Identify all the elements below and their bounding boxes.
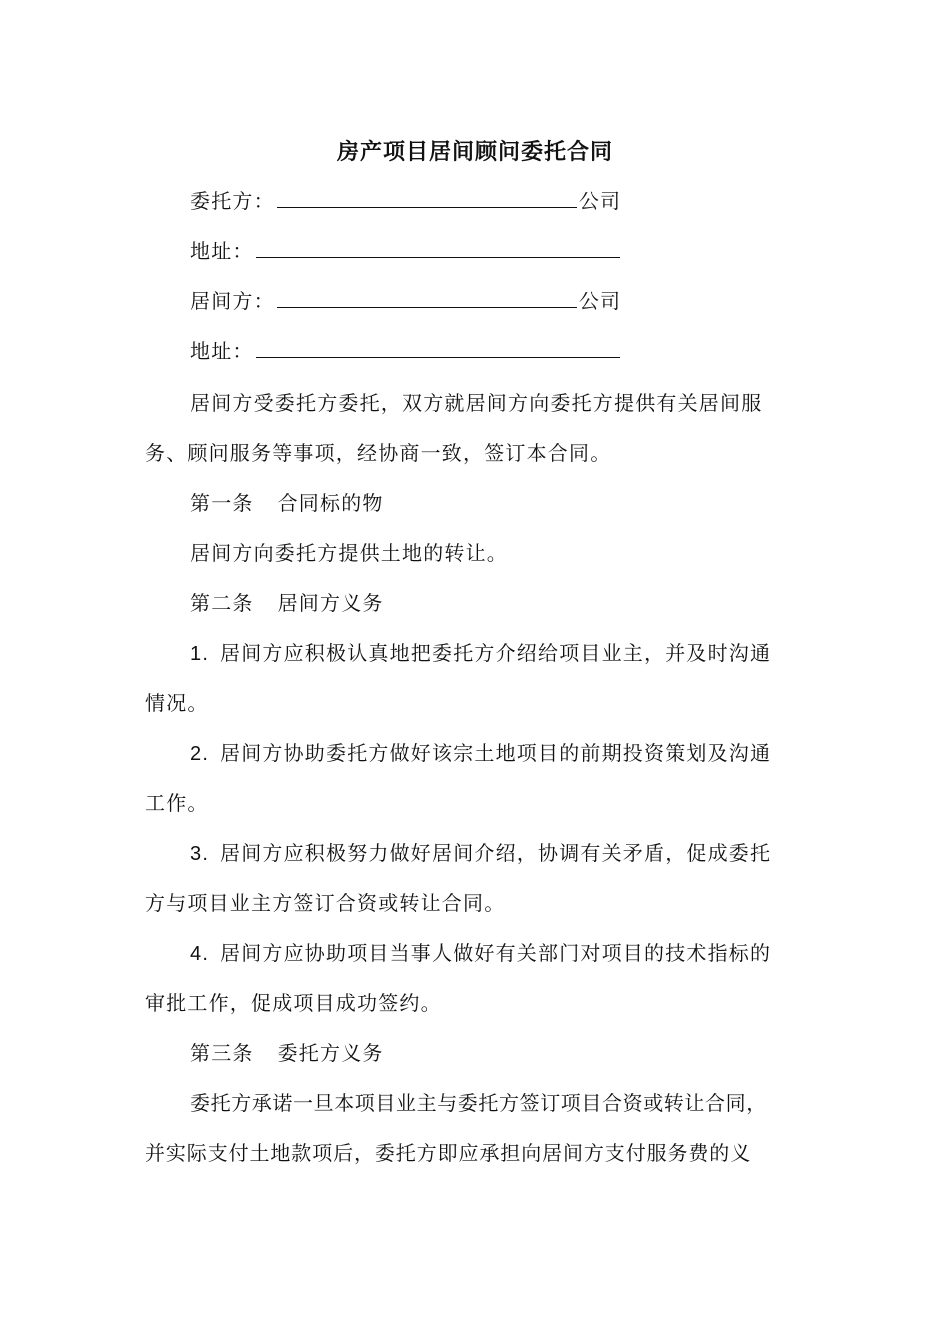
article-2-title: 居间方义务 xyxy=(277,591,384,615)
intro-paragraph-line-1: 居间方受委托方委托，双方就居间方向委托方提供有关居间服 xyxy=(190,391,763,415)
article-2-item-3-line-1 xyxy=(190,837,771,870)
article-2-item-1-line-1 xyxy=(190,637,771,670)
item-number: 1. xyxy=(190,643,210,665)
article-2-heading xyxy=(190,587,384,619)
client-address-blank xyxy=(256,235,620,258)
broker-address-label: 地址： xyxy=(190,339,254,363)
article-1-body: 居间方向委托方提供土地的转让。 xyxy=(190,541,508,565)
item-text: 居间方应积极认真地把委托方介绍给项目业主，并及时沟通 xyxy=(220,641,772,665)
client-name-blank xyxy=(277,185,577,208)
intro-paragraph-line-2: 务、顾问服务等事项，经协商一致，签订本合同。 xyxy=(145,441,612,465)
client-label: 委托方： xyxy=(190,189,275,213)
broker-name-blank xyxy=(277,285,577,308)
article-2-item-2-line-1 xyxy=(190,737,771,770)
article-1-title: 合同标的物 xyxy=(277,491,384,515)
article-1-number: 第一条 xyxy=(190,491,254,515)
article-3-body-line-1: 委托方承诺一旦本项目业主与委托方签订项目合资或转让合同， xyxy=(190,1091,767,1115)
broker-party-line xyxy=(190,285,621,317)
broker-label: 居间方： xyxy=(190,289,275,313)
item-number: 4. xyxy=(190,943,210,965)
broker-suffix: 公司 xyxy=(578,289,622,313)
article-2-item-3-line-2: 方与项目业主方签订合资或转让合同。 xyxy=(145,891,506,915)
item-number: 2. xyxy=(190,743,210,765)
article-2-item-4-line-2: 审批工作，促成项目成功签约。 xyxy=(145,991,442,1015)
document-title: 房产项目居间顾问委托合同 xyxy=(336,139,613,165)
article-1-heading xyxy=(190,487,384,519)
broker-address-blank xyxy=(256,335,620,358)
client-address-line xyxy=(190,235,622,267)
item-text: 居间方协助委托方做好该宗土地项目的前期投资策划及沟通 xyxy=(220,741,772,765)
article-2-item-1-line-2: 情况。 xyxy=(145,691,209,715)
client-address-label: 地址： xyxy=(190,239,254,263)
article-3-heading xyxy=(190,1037,384,1069)
article-3-title: 委托方义务 xyxy=(277,1041,384,1065)
item-text: 居间方应协助项目当事人做好有关部门对项目的技术指标的 xyxy=(220,941,772,965)
article-2-item-2-line-2: 工作。 xyxy=(145,791,209,815)
client-suffix: 公司 xyxy=(578,189,622,213)
item-number: 3. xyxy=(190,843,210,865)
article-2-number: 第二条 xyxy=(190,591,254,615)
article-3-body-line-2: 并实际支付土地款项后，委托方即应承担向居间方支付服务费的义 xyxy=(145,1141,752,1165)
article-3-number: 第三条 xyxy=(190,1041,254,1065)
item-text: 居间方应积极努力做好居间介绍，协调有关矛盾，促成委托 xyxy=(220,841,772,865)
article-2-item-4-line-1 xyxy=(190,937,771,970)
broker-address-line xyxy=(190,335,622,367)
client-party-line xyxy=(190,185,621,217)
